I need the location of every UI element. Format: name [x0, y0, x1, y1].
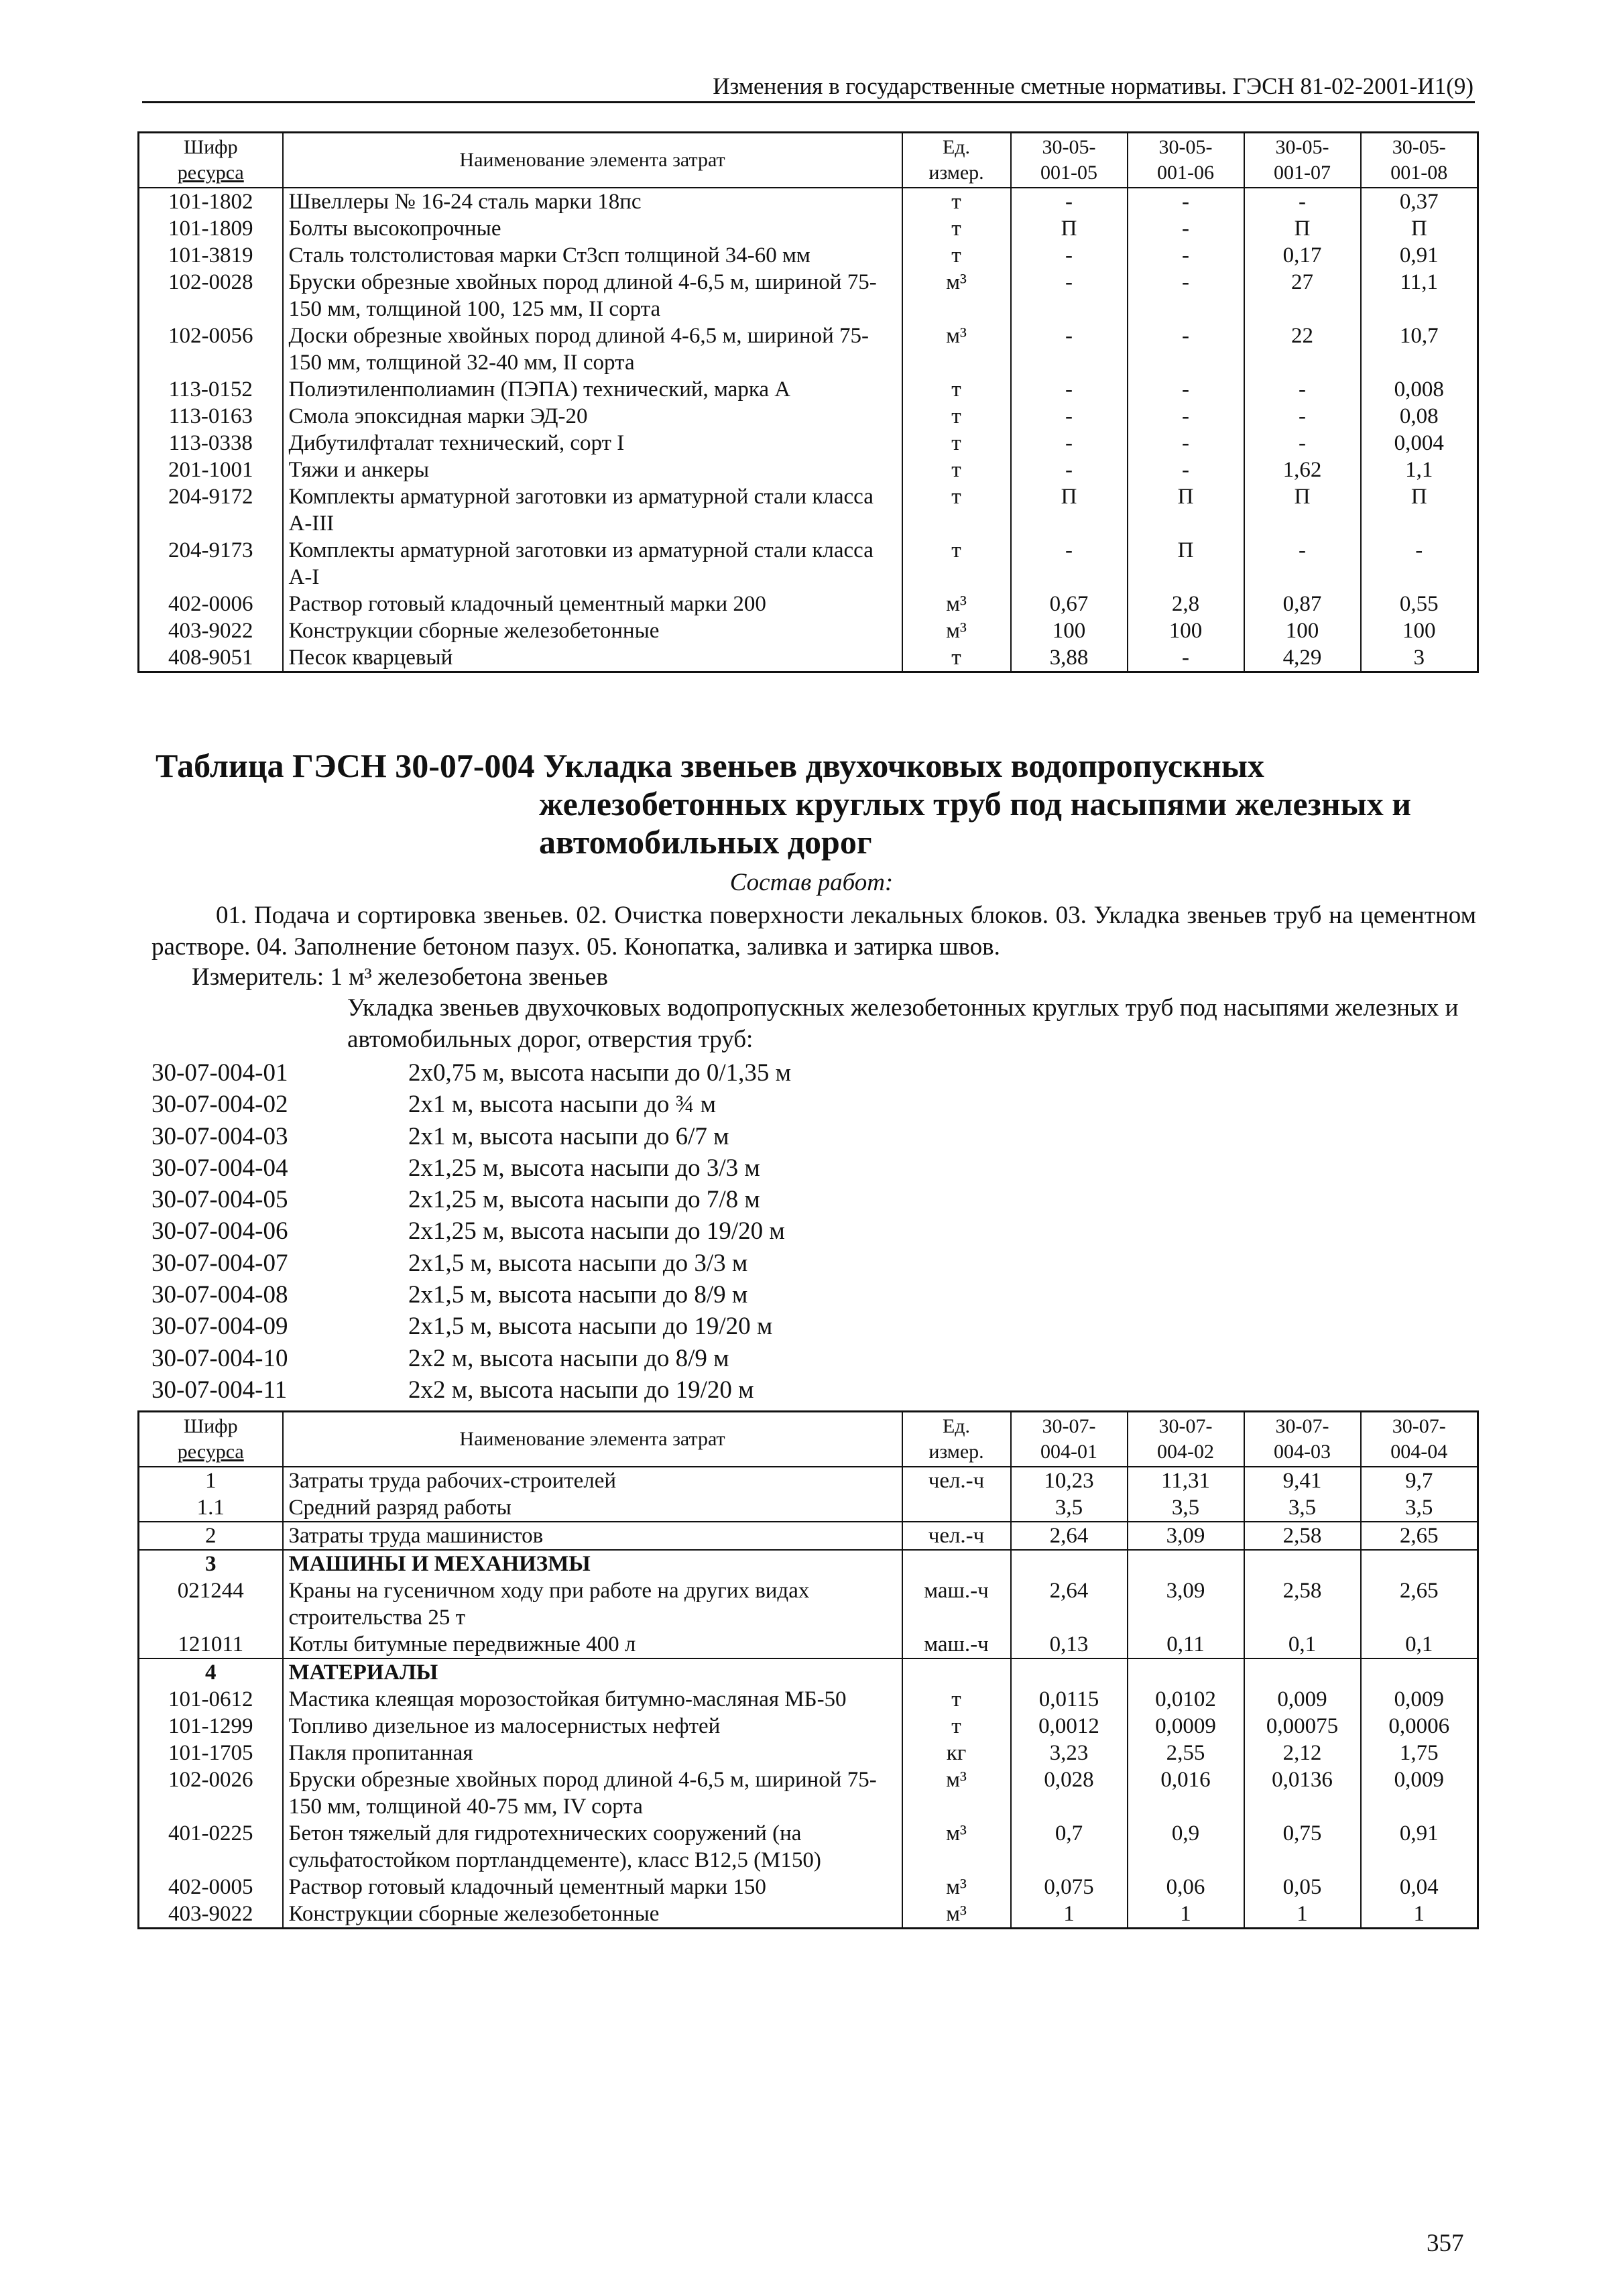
value-cell: 0,0009 [1128, 1713, 1244, 1740]
variant-row [152, 1279, 791, 1311]
section-title-line: автомобильных дорог [539, 823, 872, 861]
unit-cell: м³ [902, 269, 1011, 322]
unit-column-header: Ед. измер. [902, 1412, 1011, 1467]
variant-row [152, 1248, 791, 1279]
value-cell: 0,075 [1011, 1874, 1128, 1900]
resource-code-cell: 4 [139, 1658, 283, 1686]
value-cell: 0,75 [1244, 1820, 1361, 1874]
value-cell: 100 [1361, 617, 1478, 644]
value-cell: - [1244, 188, 1361, 215]
value-cell: 9,7 [1361, 1467, 1478, 1494]
norm-column-header: 30-05- 001-08 [1361, 133, 1478, 188]
unit-cell: т [902, 430, 1011, 457]
value-cell: 11,1 [1361, 269, 1478, 322]
value-cell: 2,55 [1128, 1740, 1244, 1766]
value-cell: 10,23 [1011, 1467, 1128, 1494]
variant-code: 30-07-004-04 [152, 1154, 288, 1182]
unit-column-header: Ед. измер. [902, 133, 1011, 188]
value-cell: 1,75 [1361, 1740, 1478, 1766]
value-cell: 0,91 [1361, 242, 1478, 269]
unit-cell: кг [902, 1740, 1011, 1766]
table-row [139, 188, 1478, 215]
unit-cell: маш.-ч [902, 1577, 1011, 1631]
name-column-header: Наименование элемента затрат [283, 133, 902, 188]
value-cell: 0,009 [1361, 1686, 1478, 1713]
value-cell: 3,23 [1011, 1740, 1128, 1766]
resource-name-cell: Средний разряд работы [283, 1494, 902, 1522]
resource-name-cell: Пакля пропитанная [283, 1740, 902, 1766]
value-cell: - [1244, 403, 1361, 430]
value-cell: 0,08 [1361, 403, 1478, 430]
variant-row [152, 1152, 791, 1184]
variant-code: 30-07-004-11 [152, 1376, 288, 1404]
value-cell: П [1361, 215, 1478, 242]
value-cell: 0,0006 [1361, 1713, 1478, 1740]
variant-row [152, 1089, 791, 1120]
value-cell: - [1128, 457, 1244, 483]
value-cell: 0,008 [1361, 376, 1478, 403]
resource-code-cell: 1 [139, 1467, 283, 1494]
value-cell: 0,004 [1361, 430, 1478, 457]
table-row [139, 1740, 1478, 1766]
value-cell: - [1361, 537, 1478, 591]
value-cell [1128, 1550, 1244, 1577]
value-cell: 0,37 [1361, 188, 1478, 215]
table-row [139, 1658, 1478, 1686]
resource-name-cell: Краны на гусеничном ходу при работе на других видах строительства 25 т [283, 1577, 902, 1631]
norm-column-header: 30-07- 004-02 [1128, 1412, 1244, 1467]
norm-column-header: 30-07- 004-04 [1361, 1412, 1478, 1467]
value-cell: 100 [1011, 617, 1128, 644]
table-row [139, 269, 1478, 322]
value-cell: 2,64 [1011, 1522, 1128, 1550]
page-number: 357 [1427, 2230, 1464, 2257]
resource-name-cell: МАТЕРИАЛЫ [283, 1658, 902, 1686]
resource-name-cell: Болты высокопрочные [283, 215, 902, 242]
unit-cell: т [902, 215, 1011, 242]
value-cell: - [1011, 242, 1128, 269]
unit-cell: маш.-ч [902, 1631, 1011, 1658]
table-row [139, 483, 1478, 537]
table-row [139, 322, 1478, 376]
resource-code-cell: 121011 [139, 1631, 283, 1658]
code-column-header: Шифр ресурса [139, 1412, 283, 1467]
value-cell: 27 [1244, 269, 1361, 322]
section-title-line: Таблица ГЭСН 30-07-004 Укладка звеньев двухочковых водопропускных [156, 747, 1264, 784]
unit-cell: чел.-ч [902, 1522, 1011, 1550]
value-cell: - [1128, 644, 1244, 672]
value-cell: 0,1 [1361, 1631, 1478, 1658]
value-cell: 1,1 [1361, 457, 1478, 483]
unit-cell: м³ [902, 1900, 1011, 1929]
value-cell: 3,09 [1128, 1577, 1244, 1631]
resource-code-cell: 101-0612 [139, 1686, 283, 1713]
unit-cell: т [902, 537, 1011, 591]
value-cell [1128, 1658, 1244, 1686]
resource-name-cell: Сталь толстолистовая марки Ст3сп толщиной 34-60 мм [283, 242, 902, 269]
resource-name-cell: Дибутилфталат технический, сорт I [283, 430, 902, 457]
value-cell: - [1011, 430, 1128, 457]
value-cell: - [1128, 215, 1244, 242]
value-cell: - [1128, 242, 1244, 269]
value-cell: - [1128, 322, 1244, 376]
unit-cell: м³ [902, 1874, 1011, 1900]
variant-code: 30-07-004-08 [152, 1281, 288, 1309]
resource-code-cell: 2 [139, 1522, 283, 1550]
value-cell: 0,67 [1011, 591, 1128, 617]
value-cell: - [1128, 376, 1244, 403]
resource-code-cell: 113-0152 [139, 376, 283, 403]
value-cell: П [1244, 215, 1361, 242]
value-cell: 0,009 [1361, 1766, 1478, 1820]
value-cell: П [1361, 483, 1478, 537]
variant-row [152, 1057, 791, 1089]
value-cell: 1 [1128, 1900, 1244, 1929]
unit-cell: т [902, 483, 1011, 537]
value-cell: 4,29 [1244, 644, 1361, 672]
table-row [139, 457, 1478, 483]
variant-description: 2x2 м, высота насыпи до 8/9 м [408, 1344, 729, 1372]
norm-column-header: 30-07- 004-01 [1011, 1412, 1128, 1467]
value-cell: 100 [1128, 617, 1244, 644]
variant-code: 30-07-004-06 [152, 1217, 288, 1246]
resource-code-cell: 101-3819 [139, 242, 283, 269]
value-cell: 0,0136 [1244, 1766, 1361, 1820]
value-cell: П [1011, 215, 1128, 242]
composition-text: 01. Подача и сортировка звеньев. 02. Очистка поверхности лекальных блоков. 03. Укладка звеньев труб на цементном растворе. 04. Заполнение бетоном пазух. 05. Конопатка, заливка и затирка швов. [152, 902, 1476, 961]
value-cell: 0,028 [1011, 1766, 1128, 1820]
section-title [156, 747, 1476, 861]
table-row [139, 1766, 1478, 1820]
running-header-title: Изменения в государственные сметные нормативы. ГЭСН 81-02-2001-И1(9) [713, 73, 1474, 99]
value-cell: 3,09 [1128, 1522, 1244, 1550]
value-cell: П [1128, 537, 1244, 591]
value-cell: 3 [1361, 644, 1478, 672]
unit-cell: м³ [902, 591, 1011, 617]
value-cell: 0,1 [1244, 1631, 1361, 1658]
value-cell: - [1128, 188, 1244, 215]
value-cell: П [1244, 483, 1361, 537]
unit-cell: м³ [902, 322, 1011, 376]
value-cell [1011, 1658, 1128, 1686]
table-row [139, 1820, 1478, 1874]
value-cell: 0,06 [1128, 1874, 1244, 1900]
value-cell: 9,41 [1244, 1467, 1361, 1494]
value-cell: 0,0102 [1128, 1686, 1244, 1713]
value-cell: - [1128, 430, 1244, 457]
variant-code: 30-07-004-05 [152, 1186, 288, 1214]
variant-row [152, 1121, 791, 1152]
variant-code: 30-07-004-01 [152, 1059, 288, 1087]
resource-code-cell: 102-0026 [139, 1766, 283, 1820]
name-column-header: Наименование элемента затрат [283, 1412, 902, 1467]
resource-name-cell: Конструкции сборные железобетонные [283, 617, 902, 644]
resource-code-cell: 101-1299 [139, 1713, 283, 1740]
table-row [139, 430, 1478, 457]
unit-cell: м³ [902, 1820, 1011, 1874]
table-row [139, 1874, 1478, 1900]
value-cell [1011, 1550, 1128, 1577]
value-cell: 3,5 [1361, 1494, 1478, 1522]
value-cell: - [1011, 269, 1128, 322]
norm-column-header: 30-07- 004-03 [1244, 1412, 1361, 1467]
table-header-row [139, 1412, 1478, 1467]
section-title-line: железобетонных круглых труб под насыпями железных и [539, 785, 1412, 823]
resource-name-cell: МАШИНЫ И МЕХАНИЗМЫ [283, 1550, 902, 1577]
resource-name-cell: Тяжи и анкеры [283, 457, 902, 483]
variant-description: 2x2 м, высота насыпи до 19/20 м [408, 1376, 754, 1404]
variant-row [152, 1311, 791, 1342]
resource-code-cell: 101-1802 [139, 188, 283, 215]
resource-code-cell: 101-1705 [139, 1740, 283, 1766]
resource-name-cell: Комплекты арматурной заготовки из арматурной стали класса А-I [283, 537, 902, 591]
value-cell: 0,016 [1128, 1766, 1244, 1820]
value-cell: 1 [1361, 1900, 1478, 1929]
value-cell [1361, 1658, 1478, 1686]
value-cell [1244, 1550, 1361, 1577]
resource-name-cell: Затраты труда машинистов [283, 1522, 902, 1550]
value-cell: 0,9 [1128, 1820, 1244, 1874]
unit-cell: м³ [902, 617, 1011, 644]
variant-description: 2x1,25 м, высота насыпи до 7/8 м [408, 1186, 760, 1214]
resource-code-cell: 113-0338 [139, 430, 283, 457]
variant-code: 30-07-004-09 [152, 1313, 288, 1341]
unit-cell: чел.-ч [902, 1467, 1011, 1494]
value-cell: 0,7 [1011, 1820, 1128, 1874]
value-cell: 0,13 [1011, 1631, 1128, 1658]
unit-cell: т [902, 1713, 1011, 1740]
variant-row [152, 1343, 791, 1374]
unit-cell: т [902, 242, 1011, 269]
resource-code-cell: 1.1 [139, 1494, 283, 1522]
value-cell: 0,91 [1361, 1820, 1478, 1874]
variant-code: 30-07-004-10 [152, 1344, 288, 1372]
table-row [139, 617, 1478, 644]
variant-description: 2x0,75 м, высота насыпи до 0/1,35 м [408, 1059, 792, 1087]
value-cell: - [1011, 403, 1128, 430]
resource-name-cell: Песок кварцевый [283, 644, 902, 672]
resource-name-cell: Раствор готовый кладочный цементный марки 200 [283, 591, 902, 617]
resource-name-cell: Топливо дизельное из малосернистых нефтей [283, 1713, 902, 1740]
resource-code-cell: 201-1001 [139, 457, 283, 483]
unit-cell: т [902, 457, 1011, 483]
table-row [139, 1494, 1478, 1522]
table-row [139, 1686, 1478, 1713]
value-cell: 22 [1244, 322, 1361, 376]
resource-name-cell: Комплекты арматурной заготовки из арматурной стали класса А-III [283, 483, 902, 537]
table-row [139, 242, 1478, 269]
unit-cell: т [902, 403, 1011, 430]
value-cell: 3,5 [1128, 1494, 1244, 1522]
resource-code-cell: 102-0056 [139, 322, 283, 376]
unit-cell: м³ [902, 1766, 1011, 1820]
resource-code-cell: 101-1809 [139, 215, 283, 242]
value-cell: П [1128, 483, 1244, 537]
resource-name-cell: Котлы битумные передвижные 400 л [283, 1631, 902, 1658]
resource-name-cell: Раствор готовый кладочный цементный марки 150 [283, 1874, 902, 1900]
value-cell: 2,12 [1244, 1740, 1361, 1766]
value-cell: - [1011, 537, 1128, 591]
resource-name-cell: Швеллеры № 16-24 сталь марки 18пс [283, 188, 902, 215]
variant-code: 30-07-004-03 [152, 1122, 288, 1150]
resource-code-cell: 401-0225 [139, 1820, 283, 1874]
value-cell: - [1244, 430, 1361, 457]
variant-code: 30-07-004-02 [152, 1091, 288, 1119]
value-cell: 0,87 [1244, 591, 1361, 617]
variant-row [152, 1215, 791, 1247]
variant-description: 2x1 м, высота насыпи до 6/7 м [408, 1122, 729, 1150]
unit-cell [902, 1550, 1011, 1577]
resource-code-cell: 403-9022 [139, 1900, 283, 1929]
resource-code-cell: 102-0028 [139, 269, 283, 322]
value-cell: 3,5 [1011, 1494, 1128, 1522]
value-cell [1244, 1658, 1361, 1686]
variant-description: 2x1,25 м, высота насыпи до 3/3 м [408, 1154, 760, 1182]
resource-code-cell: 204-9173 [139, 537, 283, 591]
value-cell: 0,05 [1244, 1874, 1361, 1900]
resource-name-cell: Мастика клеящая морозостойкая битумно-масляная МБ-50 [283, 1686, 902, 1713]
unit-cell [902, 1494, 1011, 1522]
value-cell: 3,88 [1011, 644, 1128, 672]
value-cell: 1,62 [1244, 457, 1361, 483]
variant-row [152, 1184, 791, 1215]
value-cell: 3,5 [1244, 1494, 1361, 1522]
table-row [139, 1467, 1478, 1494]
resource-name-cell: Доски обрезные хвойных пород длиной 4-6,5 м, шириной 75-150 мм, толщиной 32-40 мм, II сорта [283, 322, 902, 376]
resource-code-cell: 3 [139, 1550, 283, 1577]
value-cell: - [1011, 188, 1128, 215]
resource-name-cell: Конструкции сборные железобетонные [283, 1900, 902, 1929]
norm-column-header: 30-05- 001-06 [1128, 133, 1244, 188]
resource-name-cell: Затраты труда рабочих-строителей [283, 1467, 902, 1494]
unit-cell [902, 1658, 1011, 1686]
value-cell: - [1244, 376, 1361, 403]
value-cell: 1 [1244, 1900, 1361, 1929]
variant-description: 2x1,25 м, высота насыпи до 19/20 м [408, 1217, 785, 1246]
table-row [139, 591, 1478, 617]
value-cell: 2,65 [1361, 1522, 1478, 1550]
table-row [139, 1900, 1478, 1929]
resource-code-cell: 204-9172 [139, 483, 283, 537]
value-cell: - [1244, 537, 1361, 591]
resource-name-cell: Полиэтиленполиамин (ПЭПА) технический, марка А [283, 376, 902, 403]
resource-table-2 [137, 1410, 1479, 1929]
value-cell: 2,65 [1361, 1577, 1478, 1631]
value-cell: 1 [1011, 1900, 1128, 1929]
resource-code-cell: 403-9022 [139, 617, 283, 644]
table-row [139, 537, 1478, 591]
table-row [139, 1713, 1478, 1740]
norm-column-header: 30-05- 001-05 [1011, 133, 1128, 188]
value-cell: - [1011, 376, 1128, 403]
table-row [139, 403, 1478, 430]
unit-cell: т [902, 188, 1011, 215]
table-row [139, 644, 1478, 672]
table-row [139, 1522, 1478, 1550]
value-cell: 11,31 [1128, 1467, 1244, 1494]
table-row [139, 1631, 1478, 1658]
variant-description: 2x1,5 м, высота насыпи до 3/3 м [408, 1249, 748, 1277]
resource-table-1 [137, 131, 1479, 673]
table-row [139, 1577, 1478, 1631]
variant-description: 2x1,5 м, высота насыпи до 8/9 м [408, 1281, 748, 1309]
resource-name-cell: Бруски обрезные хвойных пород длиной 4-6,5 м, шириной 75-150 мм, толщиной 100, 125 мм, II сорта [283, 269, 902, 322]
value-cell: - [1011, 457, 1128, 483]
resource-code-cell: 402-0005 [139, 1874, 283, 1900]
resource-code-cell: 402-0006 [139, 591, 283, 617]
resource-code-cell: 113-0163 [139, 403, 283, 430]
value-cell: П [1011, 483, 1128, 537]
value-cell: 0,11 [1128, 1631, 1244, 1658]
variants-list [152, 1057, 791, 1406]
running-header [142, 72, 1475, 103]
composition-heading: Состав работ: [729, 869, 894, 896]
table-row [139, 1550, 1478, 1577]
value-cell: 2,64 [1011, 1577, 1128, 1631]
resource-code-cell: 408-9051 [139, 644, 283, 672]
norm-column-header: 30-05- 001-07 [1244, 133, 1361, 188]
variant-row [152, 1374, 791, 1406]
resource-code-cell: 021244 [139, 1577, 283, 1631]
value-cell: - [1128, 269, 1244, 322]
value-cell: 0,00075 [1244, 1713, 1361, 1740]
unit-cell: т [902, 644, 1011, 672]
resource-name-cell: Бруски обрезные хвойных пород длиной 4-6,5 м, шириной 75-150 мм, толщиной 40-75 мм, IV сорта [283, 1766, 902, 1820]
variants-intro: Укладка звеньев двухочковых водопропускных железобетонных круглых труб под насыпями железных и автомобильных дорог, отверстия труб: [347, 994, 1459, 1053]
value-cell: 0,04 [1361, 1874, 1478, 1900]
value-cell [1361, 1550, 1478, 1577]
variant-description: 2x1 м, высота насыпи до ¾ м [408, 1091, 717, 1119]
value-cell: 0,0115 [1011, 1686, 1128, 1713]
value-cell: 10,7 [1361, 322, 1478, 376]
value-cell: 0,17 [1244, 242, 1361, 269]
value-cell: 100 [1244, 617, 1361, 644]
table-header-row [139, 133, 1478, 188]
variant-description: 2x1,5 м, высота насыпи до 19/20 м [408, 1313, 773, 1341]
unit-cell: т [902, 376, 1011, 403]
unit-cell: т [902, 1686, 1011, 1713]
resource-name-cell: Бетон тяжелый для гидротехнических сооружений (на сульфатостойком портландцементе), класс В12,5 (М150) [283, 1820, 902, 1874]
value-cell: 2,58 [1244, 1577, 1361, 1631]
value-cell: 0,009 [1244, 1686, 1361, 1713]
value-cell: - [1011, 322, 1128, 376]
variant-code: 30-07-004-07 [152, 1249, 288, 1277]
value-cell: 2,58 [1244, 1522, 1361, 1550]
value-cell: - [1128, 403, 1244, 430]
value-cell: 2,8 [1128, 591, 1244, 617]
value-cell: 0,0012 [1011, 1713, 1128, 1740]
measure-unit: Измеритель: 1 м³ железобетона звеньев [192, 963, 608, 991]
table-row [139, 376, 1478, 403]
value-cell: 0,55 [1361, 591, 1478, 617]
code-column-header: Шифр ресурса [139, 133, 283, 188]
resource-name-cell: Смола эпоксидная марки ЭД-20 [283, 403, 902, 430]
table-row [139, 215, 1478, 242]
